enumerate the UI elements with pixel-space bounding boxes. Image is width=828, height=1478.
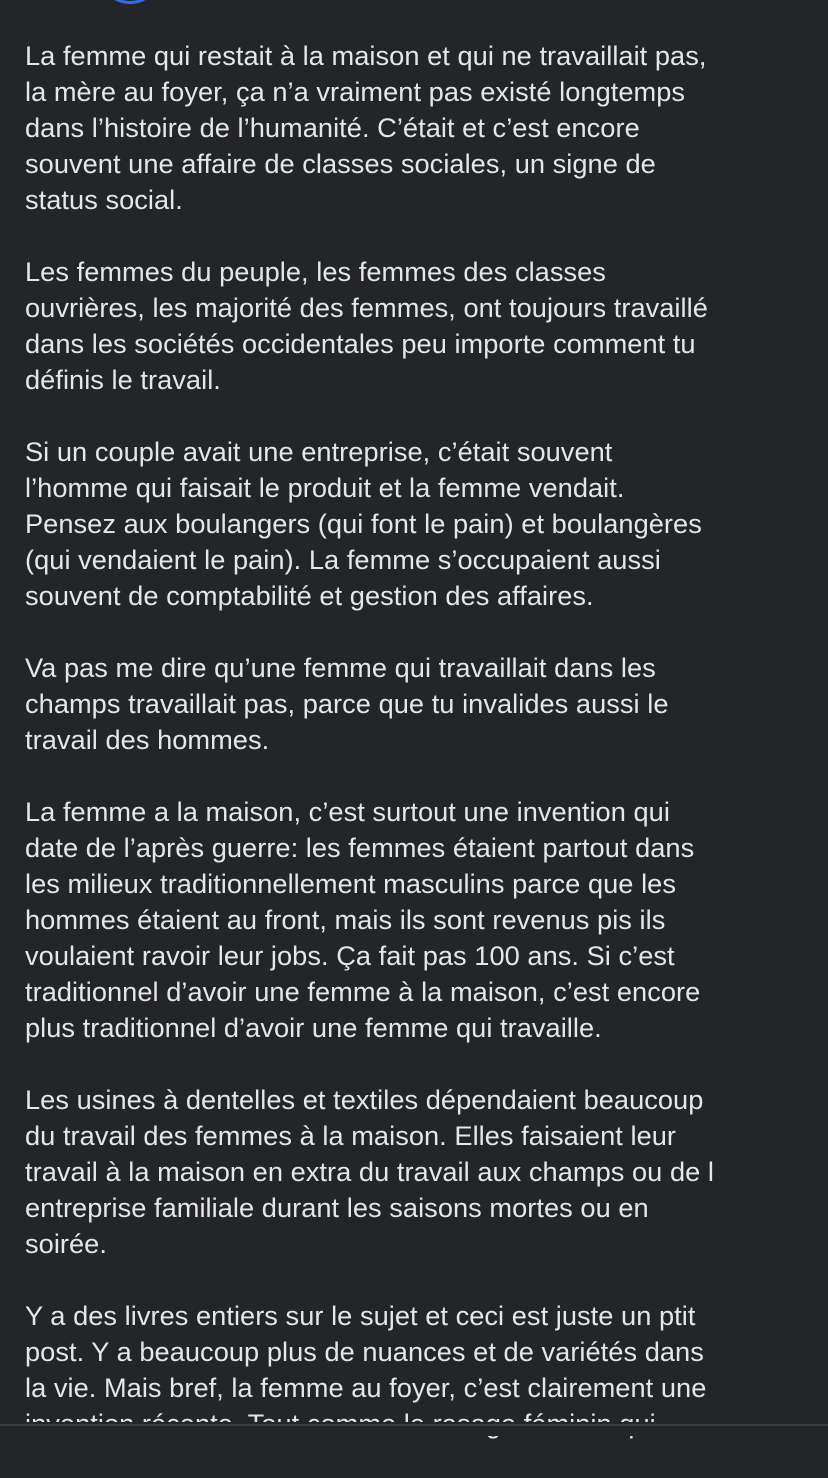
post-paragraph: La femme qui restait à la maison et qui ne travaillait pas, la mère au foyer, ça n’a vraiment pas existé longtemps dans l’histoire de l’humanité. C’était et c’est encore souvent une affaire de classes sociales, un signe de status social. bbox=[25, 40, 707, 215]
profile-avatar[interactable] bbox=[104, 0, 156, 4]
post-paragraph: Y a des livres entiers sur le sujet et ceci est juste un ptit post. Y a beaucoup plus de nuances et de variétés dans la vie. Mais bref, la femme au foyer, c’est clairement une bbox=[25, 1300, 707, 1403]
post-paragraph: Si un couple avait une entreprise, c’était souvent l’homme qui faisait le produit et la femme vendait. Pensez aux boulangers (qui font le pain) et boulangères (qui vendaient le pain). La femme s’occupaient aussi souvent de comptabilité et gestion des affaires. bbox=[25, 436, 702, 611]
post-paragraph: Les usines à dentelles et textiles dépendaient beaucoup du travail des femmes à la maison. Elles faisaient leur travail à la maison en extra du travail aux champs ou de l entreprise familiale durant les saisons mortes ou en soirée. bbox=[25, 1084, 714, 1259]
post-paragraph: La femme a la maison, c’est surtout une invention qui date de l’après guerre: les femmes étaient partout dans les milieux traditionnellement masculins parce que les hommes étaient au front, mais ils sont revenus pis ils voulaient ravoir leur jobs. Ça fait pas 100 ans. Si c’est traditionnel d’avoir une femme à la maison, c’est encore plus traditionnel d’avoir une femme qui travaille. bbox=[25, 796, 701, 1043]
post-paragraph: Va pas me dire qu’une femme qui travaillait dans les champs travaillait pas, parce que tu invalides aussi le travail des hommes. bbox=[25, 652, 669, 755]
divider bbox=[0, 1424, 828, 1426]
post-body bbox=[25, 38, 815, 1478]
post-paragraph: Les femmes du peuple, les femmes des classes ouvrières, les majorité des femmes, ont toujours travaillé dans les sociétés occidentales peu importe comment tu définis le travail. bbox=[25, 256, 708, 395]
